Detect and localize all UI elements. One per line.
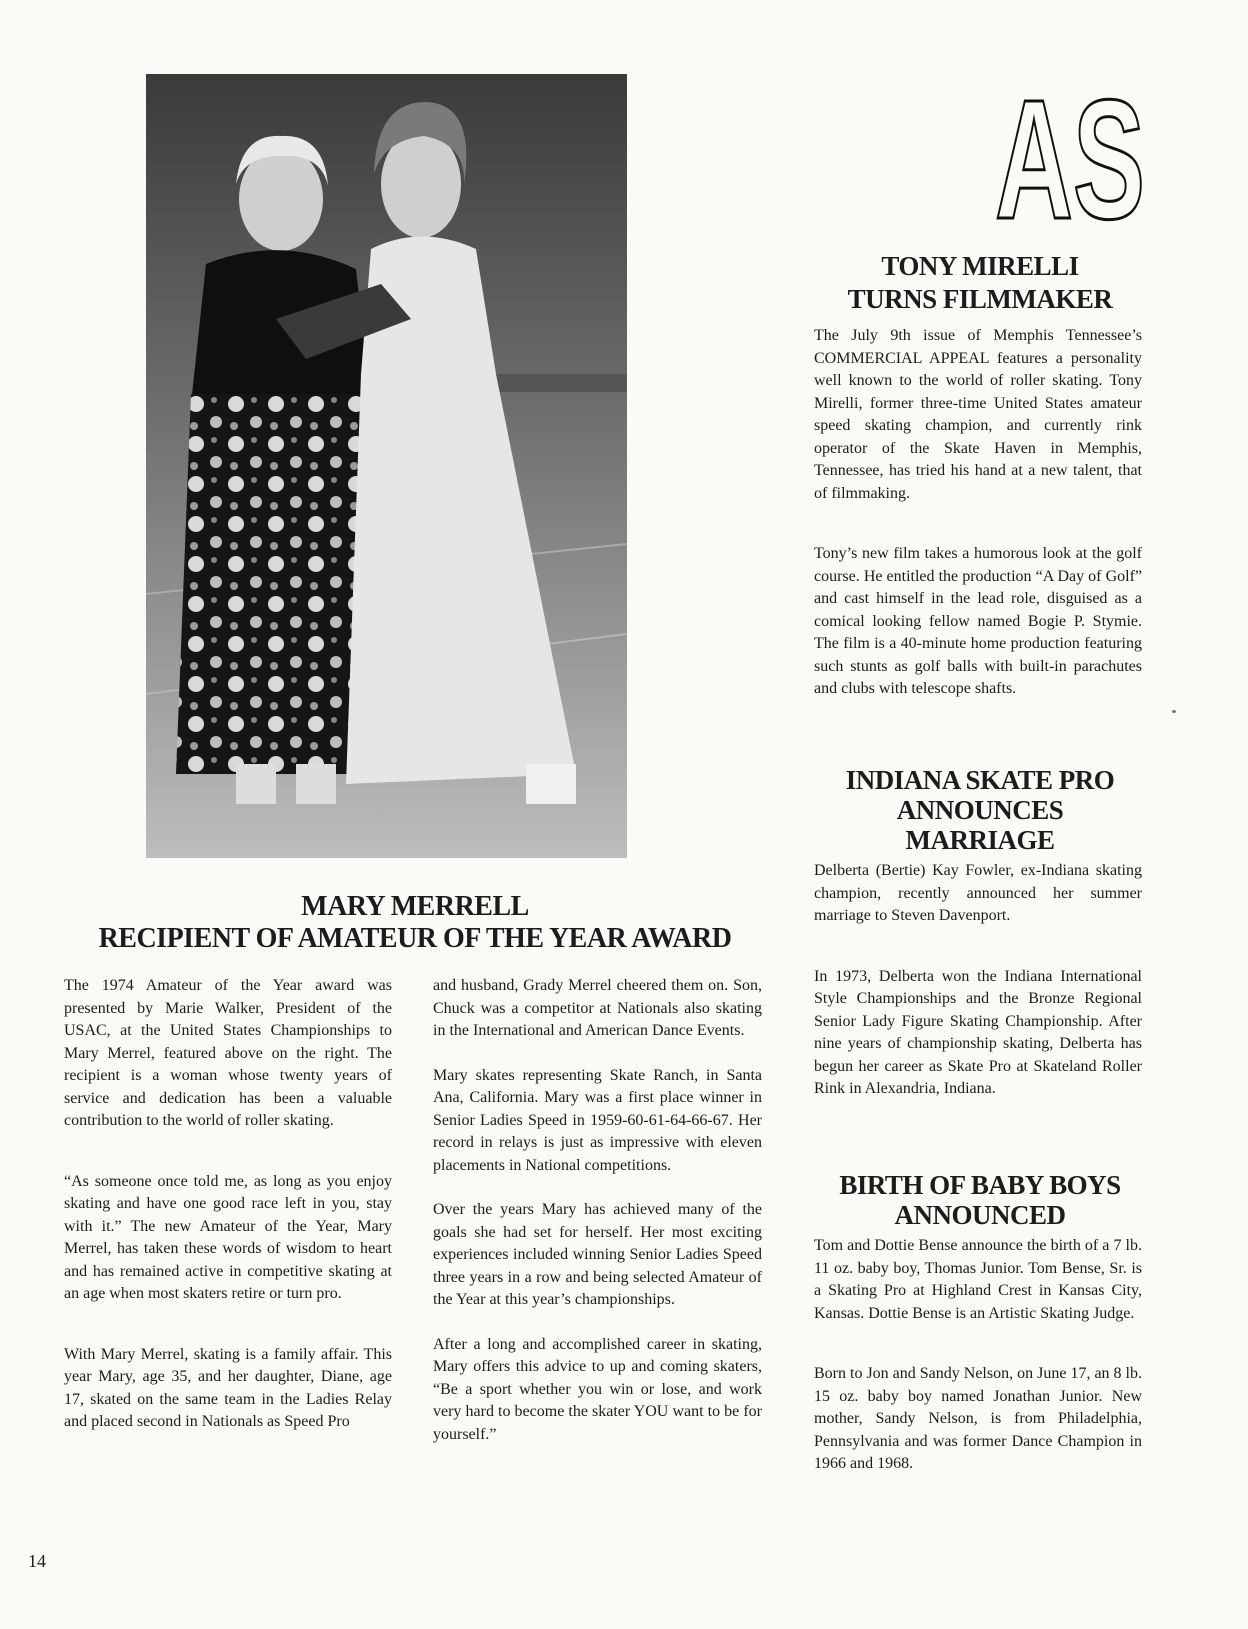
page-number: 14 [28,1551,46,1571]
birth-paragraph: Born to Jon and Sandy Nelson, on June 17, an 8 lb. 15 oz. baby boy named Jonathan Junior. New mother, Sandy Nelson, is from Philadelphia, Pennsylvania and was former Dance Champion in 1966 and 1968. [814,1365,1142,1472]
mary-headline-line2: RECIPIENT OF AMATEUR OF THE YEAR AWARD [98,923,732,954]
mary-paragraph: and husband, Grady Merrel cheered them on. Son, Chuck was a competitor at Nationals also skating in the International and American Dance Events. [433,977,762,1039]
indiana-headline-line2: ANNOUNCES [896,795,1064,825]
tony-headline-line2: TURNS FILMMAKER [847,284,1113,314]
indiana-headline-line3: MARRIAGE [905,825,1055,855]
award-photo [146,74,627,858]
birth-paragraph: Tom and Dottie Bense announce the birth of a 7 lb. 11 oz. baby boy, Thomas Junior. Tom Bense, Sr. is a Skating Pro at Highland Crest in Kansas City, Kansas. Dottie Bense is an Artistic Skating Judge. [814,1237,1142,1322]
mary-headline [60,891,770,955]
tony-body [814,325,1142,723]
mary-paragraph: After a long and accomplished career in skating, Mary offers this advice to up and coming skaters, “Be a sport whether you win or lose, and work very hard to become the skater YOU want to be for yourself.” [433,1335,762,1443]
mary-paragraph: With Mary Merrel, skating is a family affair. This year Mary, age 35, and her daughter, Diane, age 17, skated on the same team in the Ladies Relay and placed second in Nationals as Speed Pro [64,1345,392,1430]
indiana-headline-line1: INDIANA SKATE PRO [845,765,1115,795]
indiana-paragraph: Delberta (Bertie) Kay Fowler, ex-Indiana skating champion, recently announced her summer marriage to Steven Davenport. [814,862,1142,924]
birth-headline [800,1170,1160,1230]
photo-illustration [146,74,627,858]
mary-headline-line1: MARY MERRELL [301,891,529,922]
birth-headline-line2: ANNOUNCED [894,1200,1066,1230]
tony-headline-line1: TONY MIRELLI [881,251,1079,281]
tony-paragraph: The July 9th issue of Memphis Tennessee’s COMMERCIAL APPEAL features a personality well known to the world of roller skating. Tony Mirelli, former three-time United States amateur speed skating champion, and currently rink operator of the Skate Haven in Memphis, Tennessee, has tried his hand at a new talent, that of filmmaking. [814,327,1142,502]
speck [1172,710,1176,713]
mary-paragraph: Mary skates representing Skate Ranch, in Santa Ana, California. Mary was a first place winner in Senior Ladies Speed in 1959-60-61-64-66-67. Her record in relays is just as impressive with eleven placements in National competitions. [433,1066,762,1174]
mary-paragraph: The 1974 Amateur of the Year award was presented by Marie Walker, President of the USAC, at the United States Championships to Mary Merrel, featured above on the right. The recipient is a woman whose twenty years of service and dedication has been a valuable contribution to the world of roller skating. [64,977,392,1129]
tony-headline [800,250,1160,316]
indiana-paragraph: In 1973, Delberta won the Indiana International Style Championships and the Bronze Regional Senior Lady Figure Skating Championship. After nine years of championship skating, Delberta has begun her career as Skate Pro at Skateland Roller Rink in Alexandria, Indiana. [814,967,1142,1097]
logo-text: AS [995,65,1145,255]
as-logo [990,65,1150,255]
birth-body [814,1235,1142,1498]
tony-paragraph: Tony’s new film takes a humorous look at the golf course. He entitled the production “A Day of Golf” and cast himself in the lead role, disguised as a comical looking fellow named Bogie P. Stymie. The film is a 40-minute home production featuring such stunts as golf balls with built-in parachutes and clubs with telescope shafts. [814,545,1142,697]
as-logo-graphic [990,65,1150,255]
mary-body-col1 [64,975,392,1456]
mary-body-col2 [433,975,762,1468]
mary-paragraph: Over the years Mary has achieved many of the goals she had set for herself. Her most exciting experiences included winning Senior Ladies Speed three years in a row and being selected Amateur of the Year at this year’s championships. [433,1201,762,1308]
birth-headline-line1: BIRTH OF BABY BOYS [839,1170,1121,1200]
indiana-headline [800,765,1160,855]
indiana-body [814,860,1142,1123]
mary-paragraph: “As someone once told me, as long as you enjoy skating and have one good race left in you, stay with it.” The new Amateur of the Year, Mary Merrel, has taken these words of wisdom to heart and has remained active in competitive skating at an age when most skaters retire or turn pro. [64,1172,392,1302]
